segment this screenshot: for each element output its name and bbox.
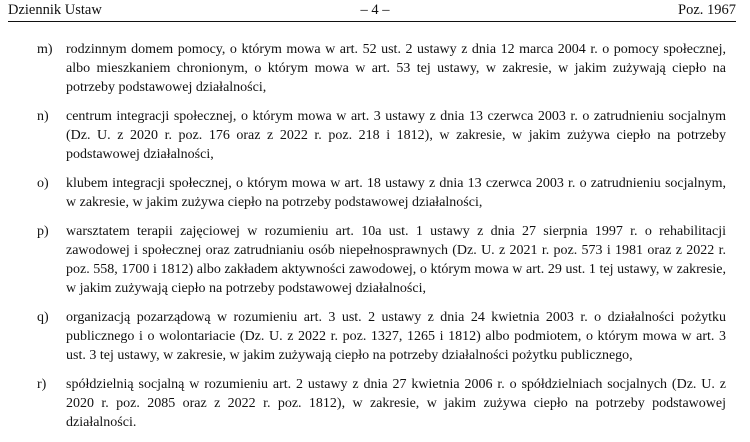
item-marker: p) <box>37 224 49 239</box>
item-marker: m) <box>37 42 53 57</box>
list-item-n <box>0 107 750 164</box>
list-item-o <box>0 174 750 212</box>
item-text: rodzinnym domem pomocy, o którym mowa w art. 52 ust. 2 ustawy z dnia 12 marca 2004 r. o pomocy społecznej, albo mieszkaniem chronionym, o którym mowa w art. 53 tej ustawy, w zakresie, w jakim zużywają ciepło na potrzeby podstawowej działalności, <box>66 42 726 95</box>
page-number: – 4 – <box>360 2 390 18</box>
page-header <box>0 0 750 26</box>
list-item-r <box>0 375 750 432</box>
item-marker: q) <box>37 310 49 325</box>
item-text: organizacją pozarządową w rozumieniu art. 3 ust. 2 ustawy z dnia 24 kwietnia 2003 r. o działalności pożytku publicznego i o wolontariacie (Dz. U. z 2022 r. poz. 1327, 1265 i 1812) albo podmiotem, o którym mowa w art. 3 ust. 3 tej ustawy, w zakresie, w jakim zużywają ciepło na potrzeby działalności pożytku publicznego, <box>66 310 726 363</box>
item-text: warsztatem terapii zajęciowej w rozumieniu art. 10a ust. 1 ustawy z dnia 27 sierpnia 1997 r. o rehabilitacji zawodowej i społecznej oraz zatrudnianiu osób niepełnosprawnych (Dz. U. z 2021 r. poz. 573 i 1981 oraz z 2022 r. poz. 558, 1700 i 1812) albo zakładem aktywności zawodowej, o którym mowa w art. 29 ust. 1 tej ustawy, w zakresie, w jakim zużywają ciepło na potrzeby podstawowej działalności, <box>66 224 726 296</box>
list-item-p <box>0 222 750 298</box>
item-marker: o) <box>37 176 49 191</box>
item-text: klubem integracji społecznej, o którym mowa w art. 18 ustawy z dnia 13 czerwca 2003 r. o zatrudnieniu socjalnym, w zakresie, w jakim zużywa ciepło na potrzeby podstawowej działalności, <box>66 176 726 210</box>
item-marker: r) <box>37 377 47 392</box>
item-text: spółdzielnią socjalną w rozumieniu art. 2 ustawy z dnia 27 kwietnia 2006 r. o spółdzielniach socjalnych (Dz. U. z 2020 r. poz. 2085 oraz z 2022 r. poz. 1812), w zakresie, w jakim zużywa ciepło na potrzeby podstawowej działalności. <box>66 377 726 430</box>
journal-title: Dziennik Ustaw <box>8 2 102 18</box>
item-marker: n) <box>37 109 49 124</box>
document-body <box>0 40 750 442</box>
list-item-m <box>0 40 750 97</box>
item-text: centrum integracji społecznej, o którym mowa w art. 3 ustawy z dnia 13 czerwca 2003 r. o zatrudnieniu socjalnym (Dz. U. z 2020 r. poz. 176 oraz z 2022 r. poz. 218 i 1812), w zakresie, w jakim zużywa ciepło na potrzeby podstawowej działalności, <box>66 109 726 162</box>
list-item-q <box>0 308 750 365</box>
header-rule <box>8 21 736 22</box>
position-number: Poz. 1967 <box>678 2 736 18</box>
